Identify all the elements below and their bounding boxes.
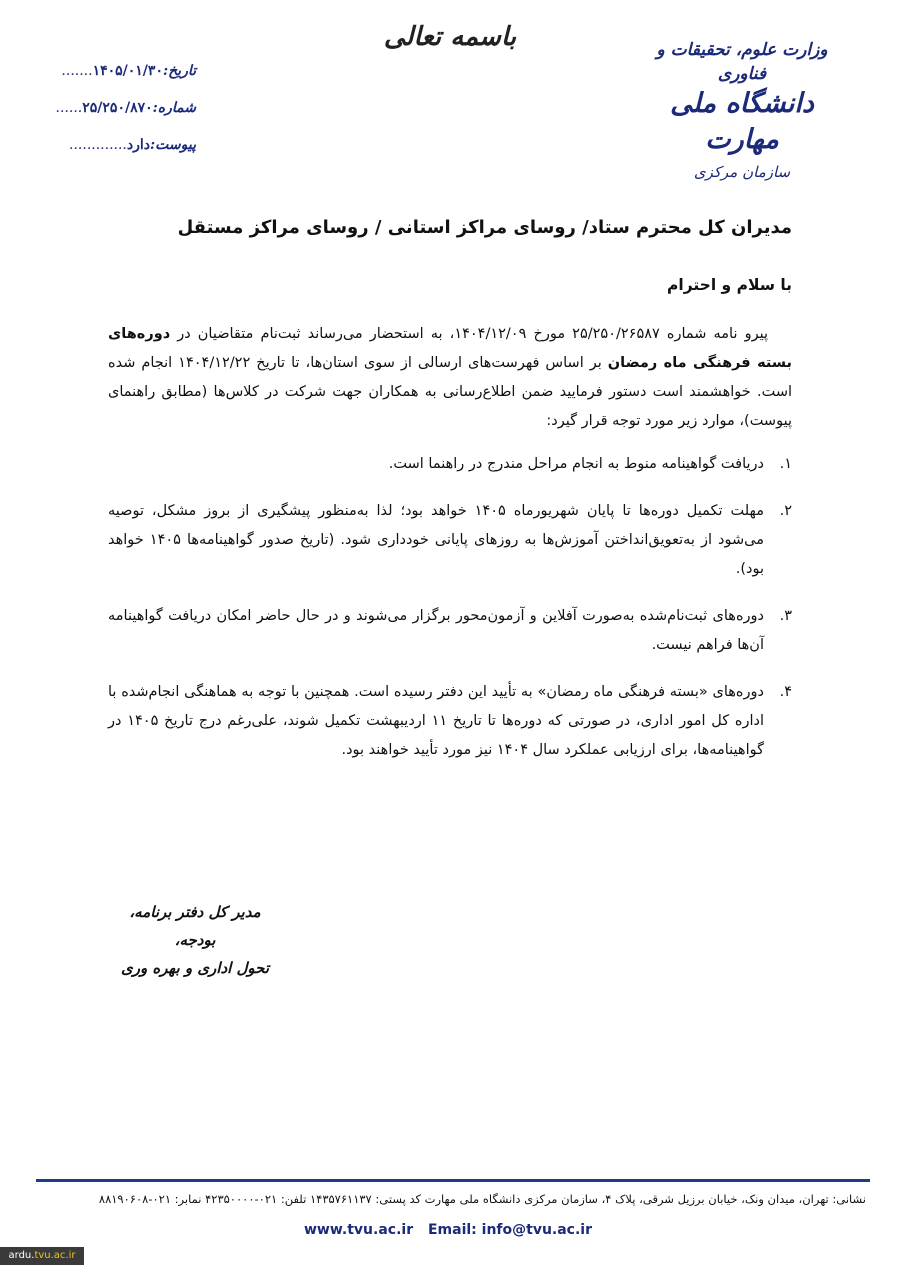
- website-link[interactable]: www.tvu.ac.ir: [304, 1222, 414, 1238]
- date-label: تاریخ:: [162, 63, 196, 79]
- intro-part2: بر اساس فهرست‌های ارسالی از سوی استان‌ها، تا تاریخ ۱۴۰۴/۱۲/۲۲ انجام شده است. خواهشمند است دستور فرمایید ضمن اطلاع‌رسانی به همکاران جهت شرکت در کلاس‌ها (مطابق راهنمای پیوست)، موارد زیر مورد توجه قرار گیرد:: [108, 355, 792, 429]
- signature-block: [110, 898, 280, 982]
- university-logo-text: [642, 38, 842, 186]
- number-value: ۲۵/۲۵۰/۸۷۰: [82, 100, 153, 116]
- intro-bold: دوره‌های بسته فرهنگی ماه رمضان: [108, 326, 792, 371]
- footer-divider: [36, 1179, 870, 1182]
- list-item-text: مهلت تکمیل دوره‌ها تا پایان شهریورماه ۱۴۰۵ خواهد بود؛ لذا به‌منظور پیشگیری از بروز مشکل، توصیه می‌شود از به‌تعویق‌انداختن آموزش‌ها به روزهای پایانی خودداری شود. (تاریخ صدور گواهینامه‌ها ۱۴۰۵ خواهد بود).: [108, 503, 764, 577]
- ministry-name: وزارت علوم، تحقیقات و فناوری: [656, 40, 828, 84]
- source-badge[interactable]: [0, 1247, 84, 1265]
- university-name: دانشگاه ملی مهارت: [670, 88, 814, 155]
- list-item: [108, 678, 792, 765]
- footer-address: نشانی: تهران، میدان ونک، خیابان برزیل شرقی، پلاک ۴، سازمان مرکزی دانشگاه ملی مهارت کد پستی: ۱۴۳۵۷۶۱۱۳۷ تلفن: ۰۲۱-۴۲۳۵۰۰۰۰ نمابر: ۰۲۱-۸۸۱۹۰۶۰۸: [98, 1192, 866, 1206]
- footer-contacts: [300, 1218, 600, 1244]
- greeting-line: با سلام و احترام: [667, 276, 792, 294]
- attachment-label: پیوست:: [150, 137, 196, 153]
- signature-line-2: تحول اداری و بهره وری: [120, 959, 270, 977]
- list-item: [108, 450, 792, 479]
- list-item-number: ۲.: [779, 503, 792, 519]
- number-label: شماره:: [152, 100, 196, 116]
- date-value: ۱۴۰۵/۰۱/۳۰: [92, 63, 163, 79]
- instruction-list: [108, 450, 792, 765]
- intro-paragraph: [108, 320, 792, 436]
- intro-part1: پیرو نامه شماره ۲۵/۲۵۰/۲۶۵۸۷ مورخ ۱۴۰۴/۱۲/۰۹، به استحضار می‌رساند ثبت‌نام متقاضیان در: [170, 326, 768, 342]
- list-item-text: دوره‌های ثبت‌نام‌شده به‌صورت آفلاین و آزمون‌محور برگزار می‌شوند و در حال حاضر امکان دریافت گواهینامه آن‌ها فراهم نیست.: [108, 608, 764, 653]
- list-item-number: ۳.: [779, 608, 792, 624]
- badge-prefix: ardu.: [8, 1250, 35, 1261]
- attachment-row: پیوست:دارد.............: [69, 137, 196, 153]
- letter-body: [108, 210, 792, 783]
- bismillah-heading: باسمه تعالی: [383, 22, 517, 52]
- date-row: تاریخ:۱۴۰۵/۰۱/۳۰.......: [61, 63, 196, 79]
- unit-name: سازمان مرکزی: [693, 163, 791, 181]
- list-item-text: دریافت گواهینامه منوط به انجام مراحل مندرج در راهنما است.: [388, 456, 764, 472]
- list-item-text: دوره‌های «بسته فرهنگی ماه رمضان» به تأیید این دفتر رسیده است. همچنین با توجه به هماهنگی انجام‌شده با اداره کل امور اداری، در صورتی که دوره‌ها تا تاریخ ۱۱ اردیبهشت تکمیل شوند، علی‌رغم درج تاریخ ۱۴۰۵ در گواهینامه‌ها، برای ارزیابی عملکرد سال ۱۴۰۴ نیز مورد تأیید خواهند بود.: [108, 684, 764, 758]
- number-row: شماره:۲۵/۲۵۰/۸۷۰......: [55, 100, 196, 116]
- badge-accent: tvu.ac.ir: [34, 1250, 76, 1261]
- signature-line-1: مدیر کل دفتر برنامه، بودجه،: [129, 903, 261, 949]
- letter-meta: [46, 58, 196, 169]
- list-item-number: ۱.: [779, 456, 792, 472]
- recipients-line: مدیران کل محترم ستاد/ روسای مراکز استانی / روسای مراکز مستقل: [177, 217, 792, 238]
- list-item-number: ۴.: [779, 684, 792, 700]
- email-link[interactable]: Email: info@tvu.ac.ir: [427, 1222, 592, 1238]
- list-item: [108, 497, 792, 584]
- list-item: [108, 602, 792, 660]
- attachment-value: دارد: [126, 137, 150, 153]
